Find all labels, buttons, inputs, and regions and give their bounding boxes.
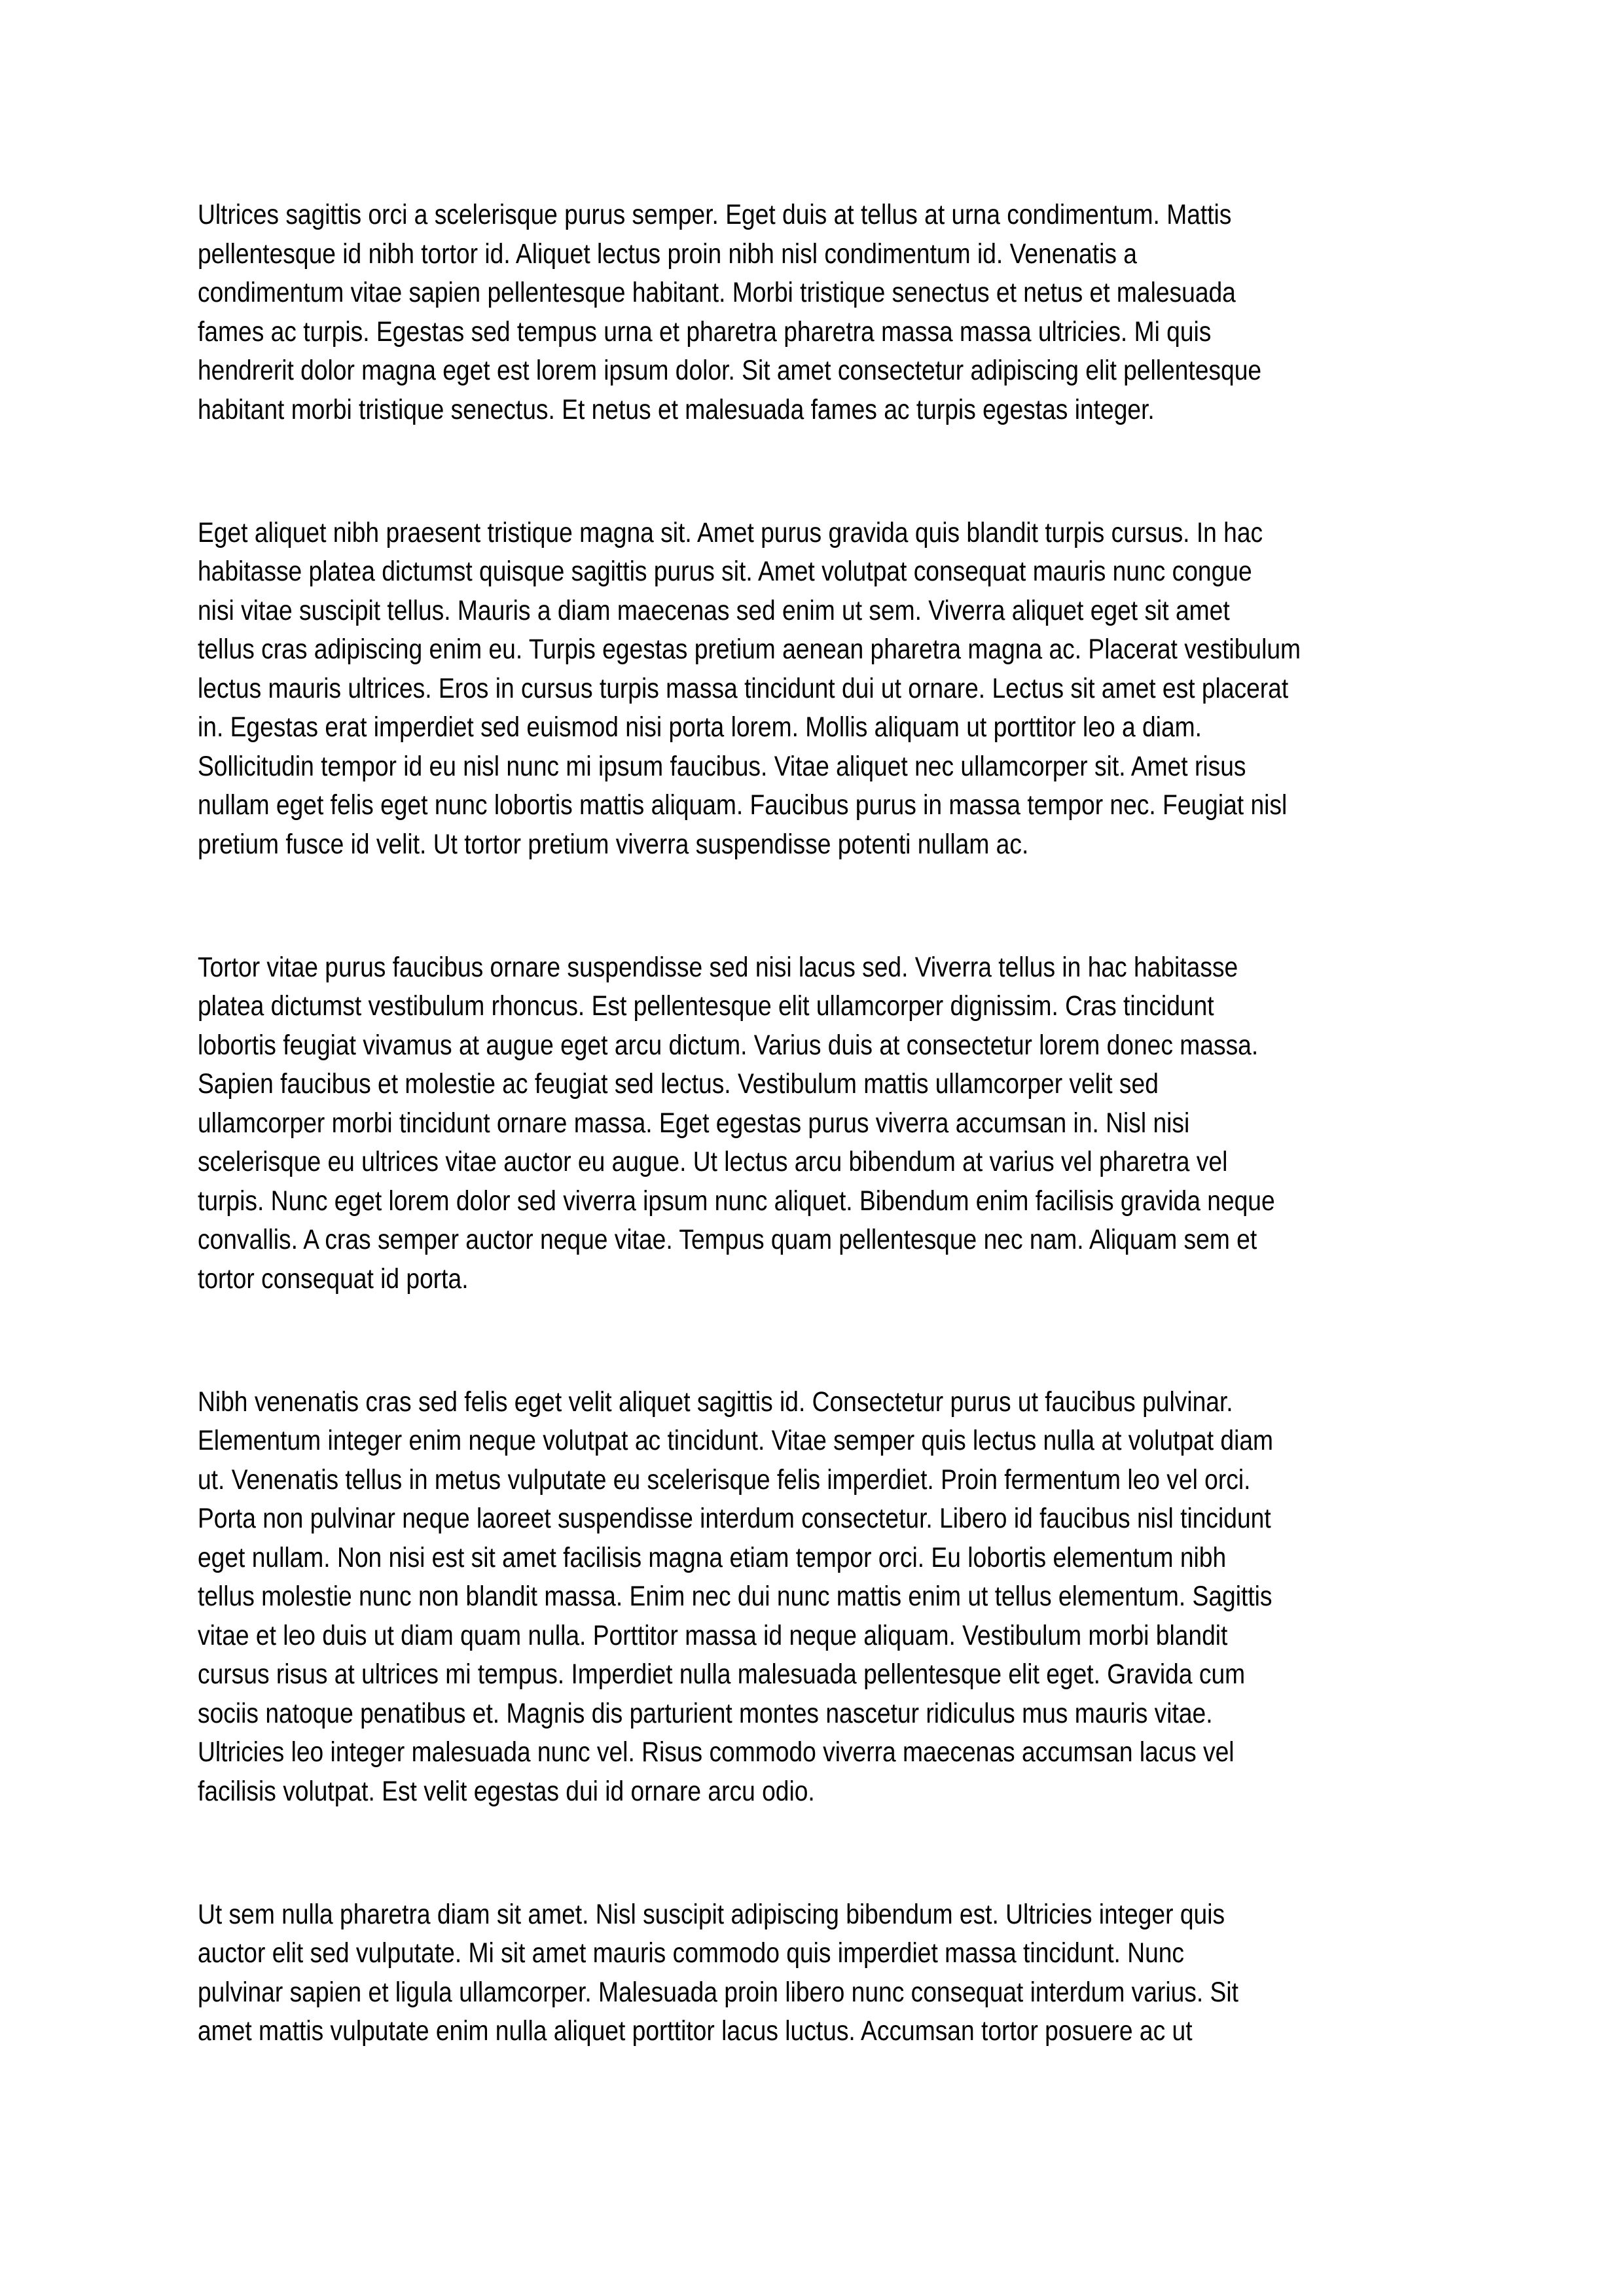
text-line: Nibh venenatis cras sed felis eget velit aliquet sagittis id. Consectetur purus ut faucibus pulvinar. [198,1386,1233,1418]
text-line: Ultricies leo integer malesuada nunc vel. Risus commodo viverra maecenas accumsan lacus vel [198,1736,1235,1768]
text-line: nisi vitae suscipit tellus. Mauris a diam maecenas sed enim ut sem. Viverra aliquet eget sit amet [198,594,1230,626]
text-line: sociis natoque penatibus et. Magnis dis parturient montes nascetur ridiculus mus mauris vitae. [198,1697,1213,1729]
text-line: Eget aliquet nibh praesent tristique magna sit. Amet purus gravida quis blandit turpis cursus. In hac [198,516,1263,548]
text-line: ullamcorper morbi tincidunt ornare massa. Eget egestas purus viverra accumsan in. Nisl nisi [198,1107,1190,1139]
paragraph-4 [198,1383,1428,1812]
text-line: habitant morbi tristique senectus. Et netus et malesuada fames ac turpis egestas integer. [198,393,1155,425]
text-line: vitae et leo duis ut diam quam nulla. Porttitor massa id neque aliquam. Vestibulum morbi blandit [198,1619,1228,1651]
paragraph-1 [198,196,1428,429]
text-line: hendrerit dolor magna eget est lorem ipsum dolor. Sit amet consectetur adipiscing elit pellentesque [198,355,1262,386]
text-line: auctor elit sed vulputate. Mi sit amet mauris commodo quis imperdiet massa tincidunt. Nunc [198,1937,1185,1969]
text-line: Sollicitudin tempor id eu nisl nunc mi ipsum faucibus. Vitae aliquet nec ullamcorper sit. Amet risus [198,750,1246,782]
text-line: Ultrices sagittis orci a scelerisque purus semper. Eget duis at tellus at urna condimentum. Mattis [198,199,1232,230]
text-line: facilisis volutpat. Est velit egestas dui id ornare arcu odio. [198,1775,815,1807]
text-line: turpis. Nunc eget lorem dolor sed viverra ipsum nunc aliquet. Bibendum enim facilisis gravida neque [198,1185,1275,1217]
paragraph-5 [198,1895,1428,2051]
text-line: pulvinar sapien et ligula ullamcorper. Malesuada proin libero nunc consequat interdum varius. Sit [198,1976,1238,2008]
text-line: tortor consequat id porta. [198,1263,469,1295]
text-line: pretium fusce id velit. Ut tortor pretium viverra suspendisse potenti nullam ac. [198,828,1029,860]
text-line: Tortor vitae purus faucibus ornare suspendisse sed nisi lacus sed. Viverra tellus in hac habitasse [198,951,1238,983]
text-line: in. Egestas erat imperdiet sed euismod nisi porta lorem. Mollis aliquam ut porttitor leo a diam. [198,711,1202,743]
text-line: platea dictumst vestibulum rhoncus. Est pellentesque elit ullamcorper dignissim. Cras tincidunt [198,990,1214,1022]
text-line: tellus molestie nunc non blandit massa. Enim nec dui nunc mattis enim ut tellus elementum. Sagittis [198,1581,1272,1612]
text-line: Elementum integer enim neque volutpat ac tincidunt. Vitae semper quis lectus nulla at volutpat diam [198,1425,1274,1456]
paragraph-2 [198,514,1428,865]
text-line: Sapien faucibus et molestie ac feugiat sed lectus. Vestibulum mattis ullamcorper velit sed [198,1068,1159,1100]
text-line: pellentesque id nibh tortor id. Aliquet lectus proin nibh nisl condimentum id. Venenatis a [198,238,1137,270]
text-line: Ut sem nulla pharetra diam sit amet. Nisl suscipit adipiscing bibendum est. Ultricies integer quis [198,1898,1225,1930]
text-line: habitasse platea dictumst quisque sagittis purus sit. Amet volutpat consequat mauris nunc congue [198,556,1252,587]
paragraph-3 [198,948,1428,1299]
text-line: ut. Venenatis tellus in metus vulputate eu scelerisque felis imperdiet. Proin fermentum leo vel orci. [198,1463,1251,1496]
text-line: nullam eget felis eget nunc lobortis mattis aliquam. Faucibus purus in massa tempor nec. Feugiat nisl [198,789,1288,821]
text-line: tellus cras adipiscing enim eu. Turpis egestas pretium aenean pharetra magna ac. Placerat vestibulum [198,634,1301,665]
text-line: Porta non pulvinar neque laoreet suspendisse interdum consectetur. Libero id faucibus nisl tincidunt [198,1503,1271,1534]
text-line: eget nullam. Non nisi est sit amet facilisis magna etiam tempor orci. Eu lobortis elementum nibh [198,1541,1227,1573]
text-line: lectus mauris ultrices. Eros in cursus turpis massa tincidunt dui ut ornare. Lectus sit amet est placerat [198,672,1289,704]
text-line: amet mattis vulputate enim nulla aliquet porttitor lacus luctus. Accumsan tortor posuere ac ut [198,2015,1193,2047]
text-line: convallis. A cras semper auctor neque vitae. Tempus quam pellentesque nec nam. Aliquam sem et [198,1224,1257,1255]
document-body [198,196,1428,2135]
text-line: scelerisque eu ultrices vitae auctor eu augue. Ut lectus arcu bibendum at varius vel pharetra vel [198,1146,1228,1177]
text-line: lobortis feugiat vivamus at augue eget arcu dictum. Varius duis at consectetur lorem donec massa. [198,1029,1259,1061]
text-line: fames ac turpis. Egestas sed tempus urna et pharetra pharetra massa massa ultricies. Mi quis [198,315,1212,348]
text-line: cursus risus at ultrices mi tempus. Imperdiet nulla malesuada pellentesque elit eget. Gravida cum [198,1659,1246,1690]
text-line: condimentum vitae sapien pellentesque habitant. Morbi tristique senectus et netus et malesuada [198,277,1236,308]
